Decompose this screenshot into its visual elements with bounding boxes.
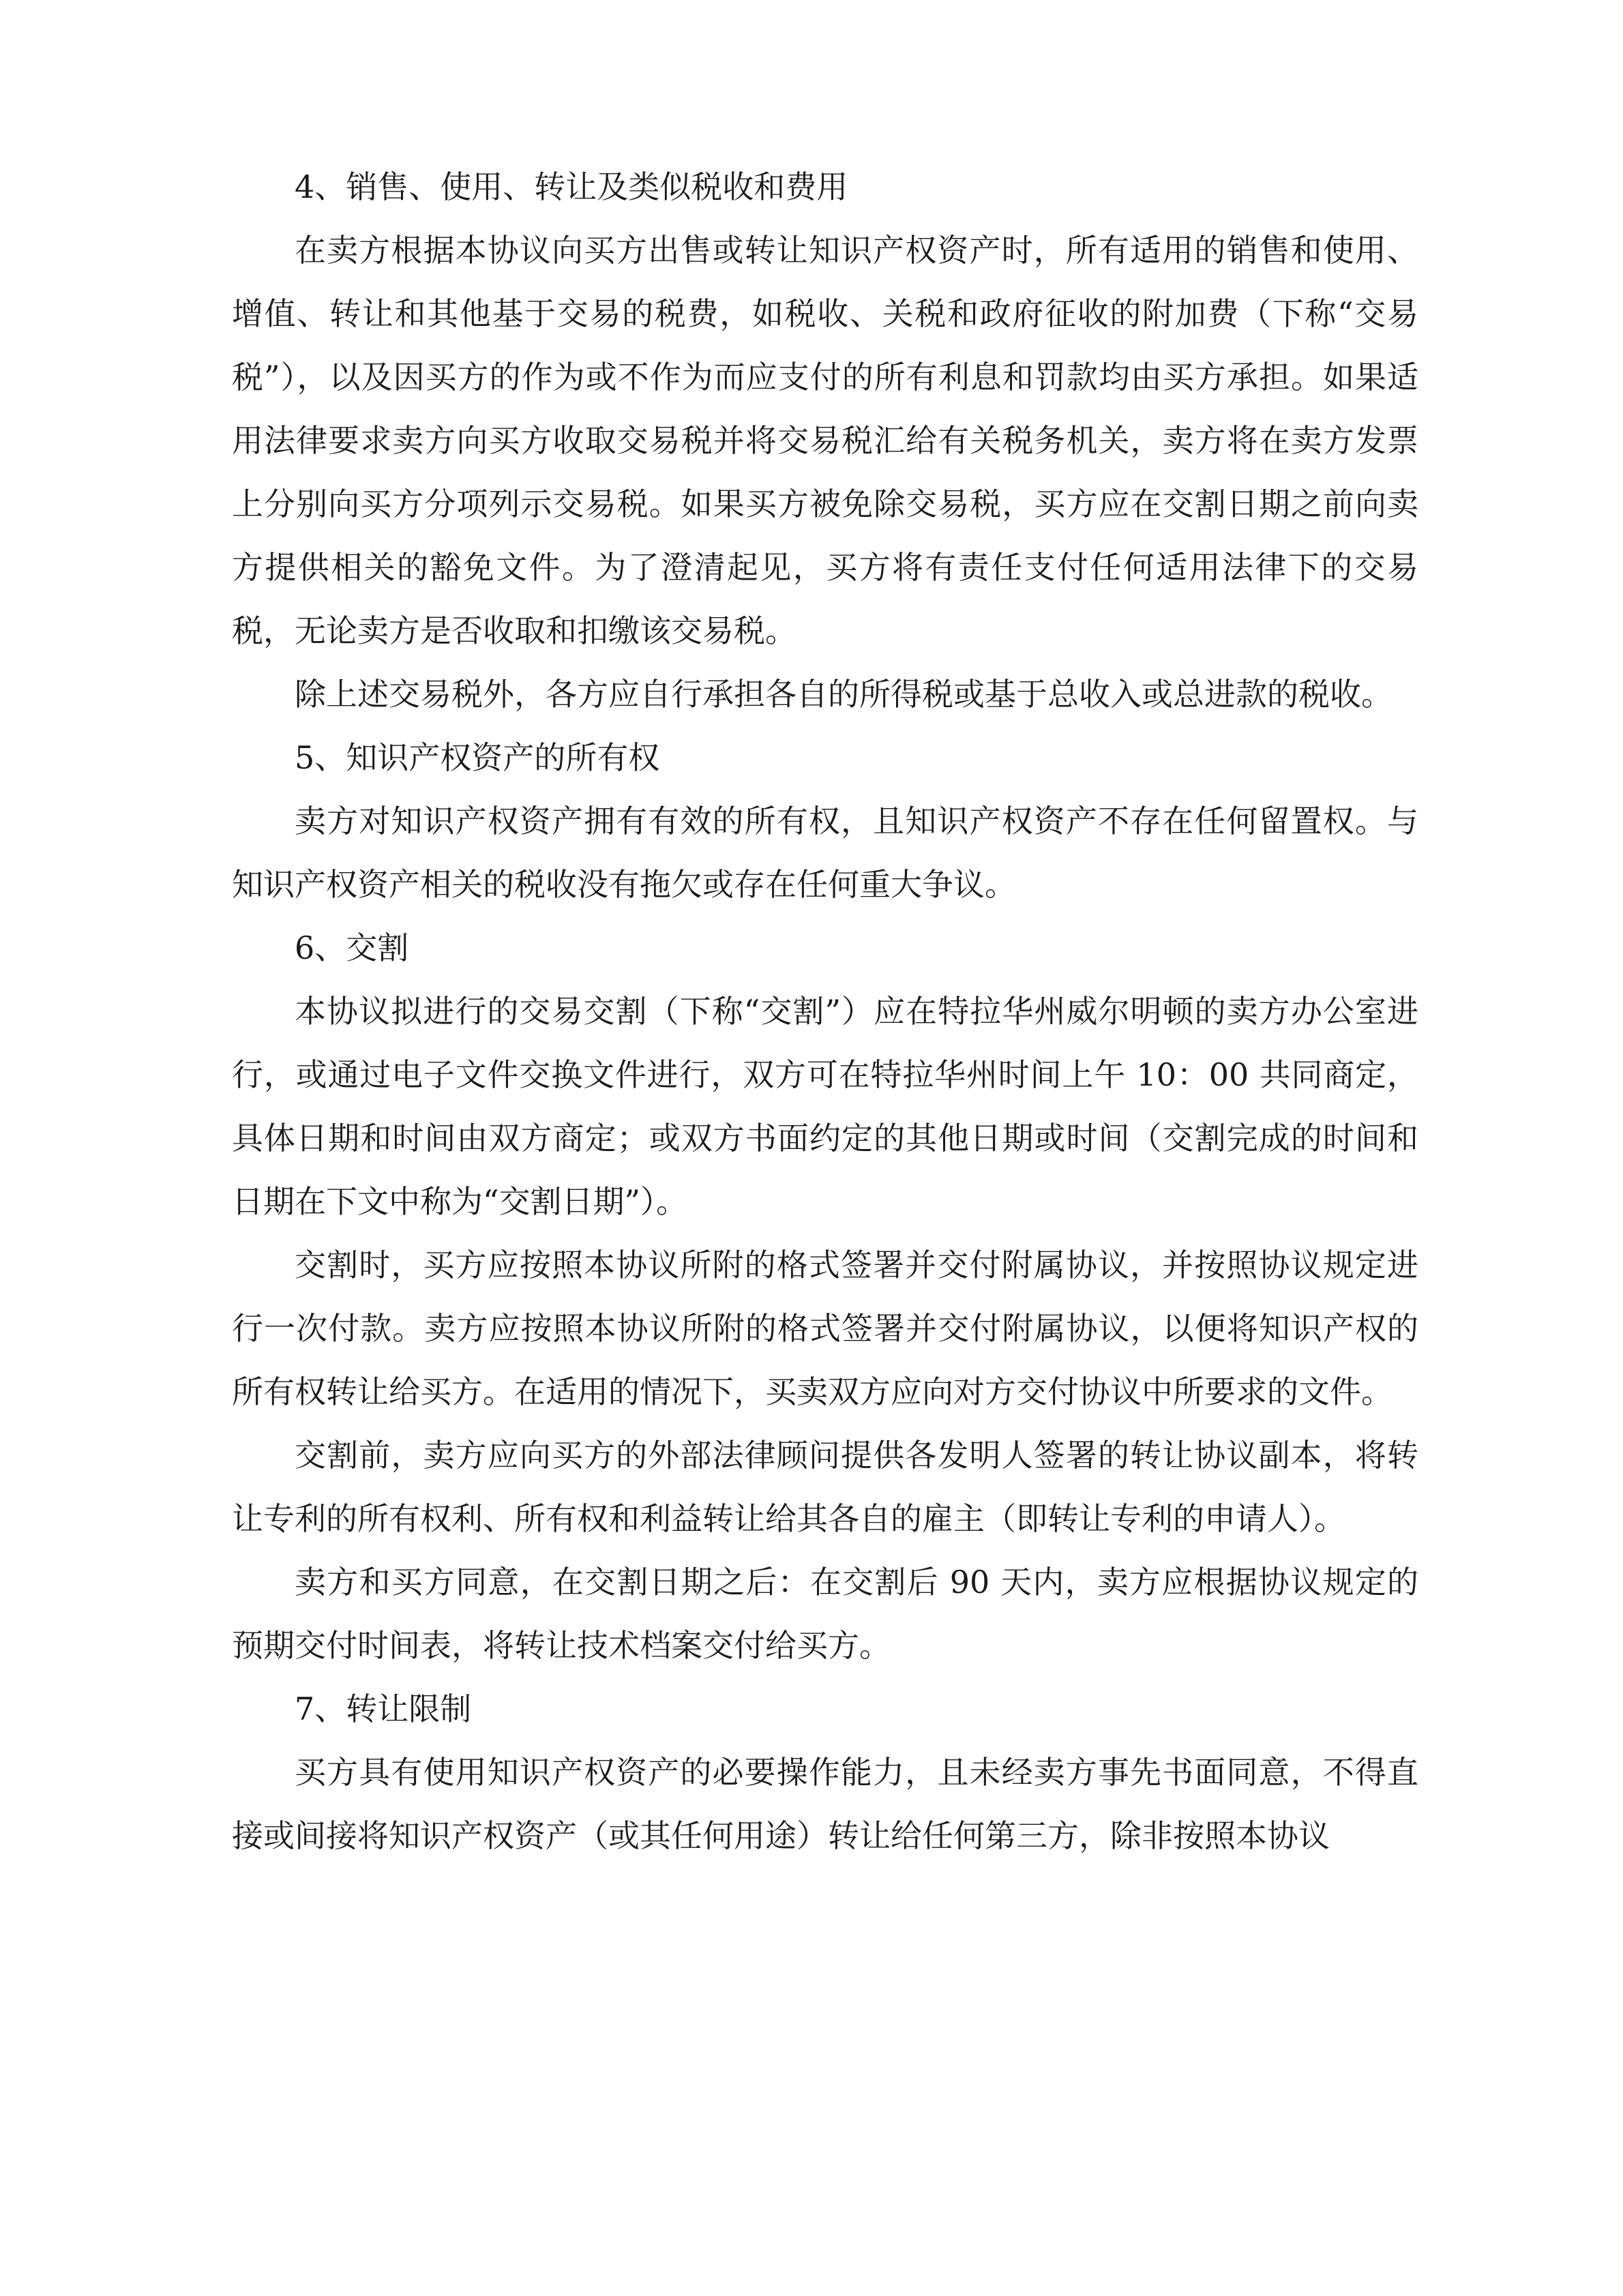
- body-paragraph: 在卖方根据本协议向买方出售或转让知识产权资产时，所有适用的销售和使用、增值、转让和其他基于交易的税费，如税收、关税和政府征收的附加费（下称“交易税”），以及因买方的作为或不作为而应支付的所有利息和罚款均由买方承担。如果适用法律要求卖方向买方收取交易税并将交易税汇给有关税务机关，卖方将在卖方发票上分别向买方分项列示交易税。如果买方被免除交易税，买方应在交割日期之前向卖方提供相关的豁免文件。为了澄清起见，买方将有责任支付任何适用法律下的交易税，无论卖方是否收取和扣缴该交易税。: [232, 232, 1418, 649]
- body-paragraph: 除上述交易税外，各方应自行承担各自的所得税或基于总收入或总进款的税收。: [295, 676, 1393, 713]
- section-heading-6: 6、交割: [295, 929, 409, 966]
- body-paragraph: 本协议拟进行的交易交割（下称“交割”）应在特拉华州威尔明顿的卖方办公室进行，或通过电子文件交换文件进行，双方可在特拉华州时间上午 10：00 共同商定，具体日期和时间由双方商定；或双方书面约定的其他日期或时间（交割完成的时间和日期在下文中称为“交割日期”）。: [232, 993, 1418, 1220]
- body-paragraph: 卖方对知识产权资产拥有有效的所有权，且知识产权资产不存在任何留置权。与知识产权资产相关的税收没有拖欠或存在任何重大争议。: [232, 803, 1418, 903]
- document-page: [232, 155, 1418, 1868]
- body-paragraph: 交割前，卖方应向买方的外部法律顾问提供各发明人签署的转让协议副本，将转让专利的所有权利、所有权和利益转让给其各自的雇主（即转让专利的申请人）。: [232, 1437, 1418, 1537]
- section-heading-5: 5、知识产权资产的所有权: [295, 739, 660, 776]
- body-paragraph: 买方具有使用知识产权资产的必要操作能力，且未经卖方事先书面同意，不得直接或间接将知识产权资产（或其任何用途）转让给任何第三方，除非按照本协议: [232, 1754, 1418, 1854]
- body-paragraph: 交割时，买方应按照本协议所附的格式签署并交付附属协议，并按照协议规定进行一次付款。卖方应按照本协议所附的格式签署并交付附属协议，以便将知识产权的所有权转让给买方。在适用的情况下，买卖双方应向对方交付协议中所要求的文件。: [232, 1247, 1418, 1410]
- body-paragraph: 卖方和买方同意，在交割日期之后：在交割后 90 天内，卖方应根据协议规定的预期交付时间表，将转让技术档案交付给买方。: [232, 1564, 1418, 1664]
- section-heading-7: 7、转让限制: [295, 1690, 472, 1727]
- section-heading-4: 4、销售、使用、转让及类似税收和费用: [295, 168, 848, 205]
